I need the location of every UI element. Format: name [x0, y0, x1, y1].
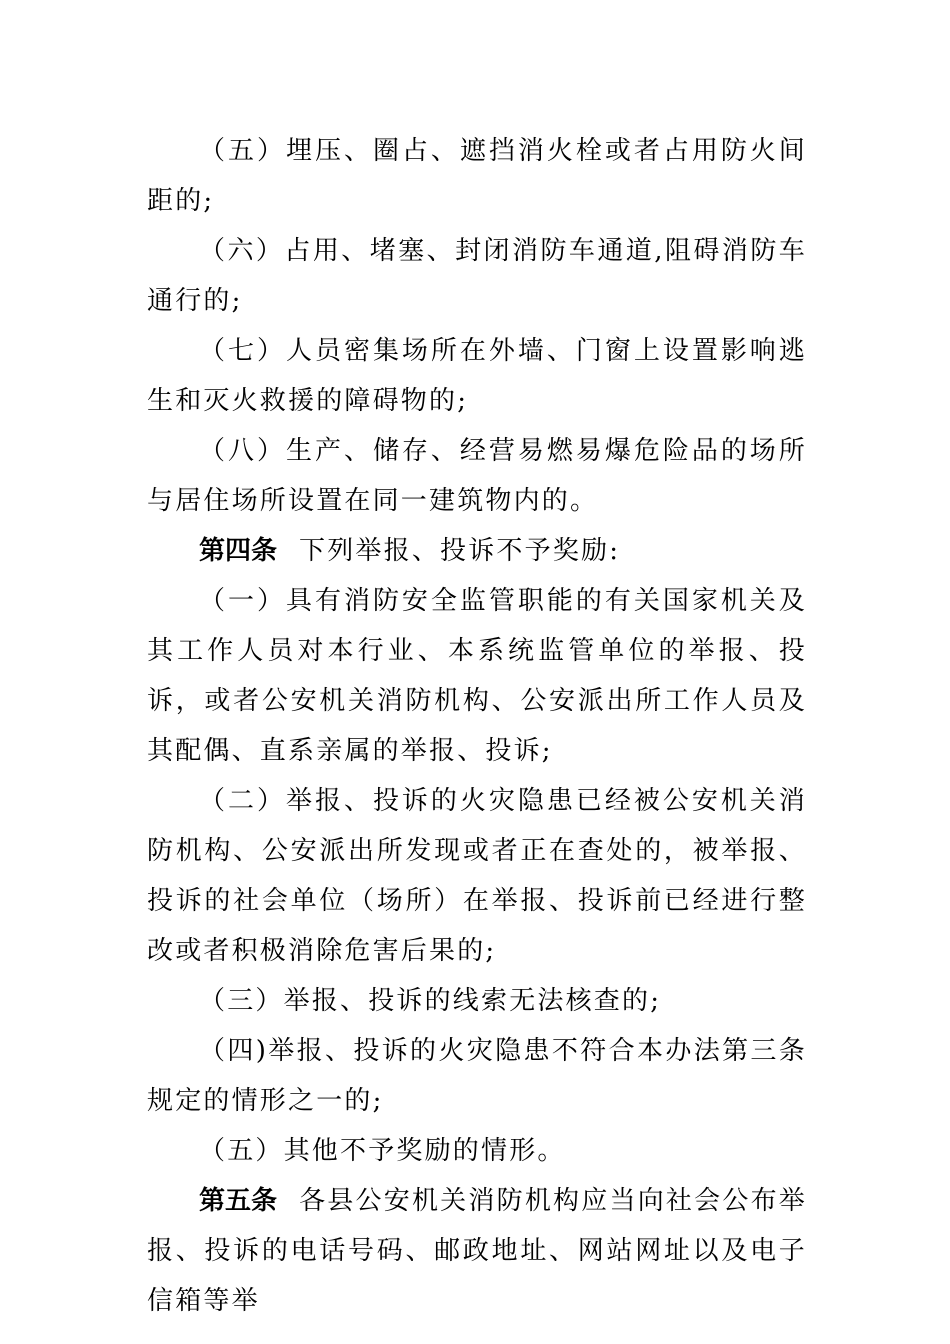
- article-5-text: 各县公安机关消防机构应当向社会公布举报、投诉的电话号码、邮政地址、网站网址以及电子信箱等举: [147, 1186, 807, 1316]
- list-item-6: （六）占用、堵塞、封闭消防车通道,阻碍消防车通行的;: [147, 236, 807, 316]
- article-4: [147, 526, 807, 576]
- article-4-item-5: （五）其他不予奖励的情形。: [199, 1136, 566, 1166]
- article-5-heading: 第五条: [199, 1186, 278, 1216]
- article-4-item-1: （一）具有消防安全监管职能的有关国家机关及其工作人员对本行业、本系统监管单位的举报、投诉，或者公安机关消防机构、公安派出所工作人员及其配偶、直系亲属的举报、投诉;: [147, 586, 807, 766]
- list-item-8: （八）生产、储存、经营易燃易爆危险品的场所与居住场所设置在同一建筑物内的。: [147, 436, 807, 516]
- document-body: [147, 126, 807, 1326]
- article-4-text: 下列举报、投诉不予奖励:: [299, 536, 621, 566]
- article-4-heading: 第四条: [199, 536, 278, 566]
- article-4-item-3: （三）举报、投诉的线索无法核查的;: [199, 986, 662, 1016]
- list-item-7: （七）人员密集场所在外墙、门窗上设置影响逃生和灭火救援的障碍物的;: [147, 336, 807, 416]
- list-item-5: （五）埋压、圈占、遮挡消火栓或者占用防火间距的;: [147, 136, 807, 216]
- article-4-item-4: （四)举报、投诉的火灾隐患不符合本办法第三条规定的情形之一的;: [147, 1036, 807, 1116]
- article-4-item-2: （二）举报、投诉的火灾隐患已经被公安机关消防机构、公安派出所发现或者正在查处的，被举报、投诉的社会单位（场所）在举报、投诉前已经进行整改或者积极消除危害后果的;: [147, 786, 807, 966]
- article-5: [147, 1176, 807, 1326]
